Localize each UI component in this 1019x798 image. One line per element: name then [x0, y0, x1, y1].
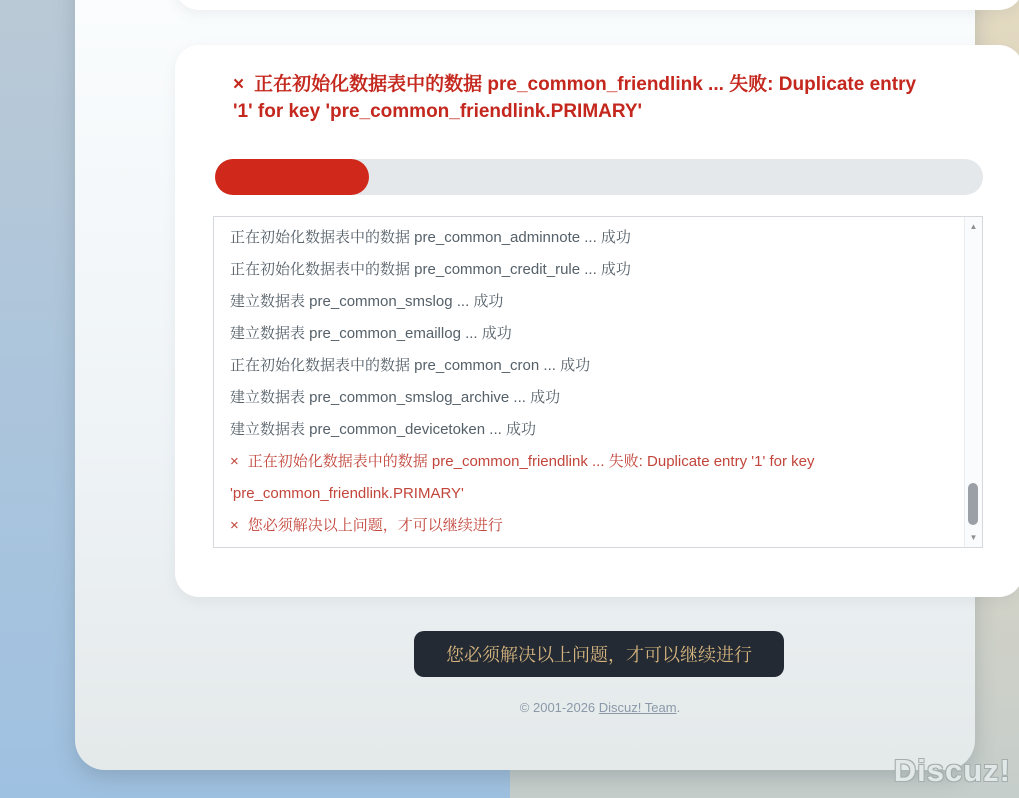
wizard-panel — [75, 0, 978, 770]
log-line: 正在初始化数据表中的数据 pre_common_credit_rule ... 成功 — [230, 261, 631, 278]
error-cross-icon: × — [230, 453, 239, 470]
install-log-content — [214, 217, 965, 547]
discuz-team-link[interactable]: Discuz! Team — [598, 700, 677, 715]
error-heading-text: 正在初始化数据表中的数据 pre_common_friendlink ... 失败: Duplicate entry '1' for key 'pre_common_friendlink.PRIMARY' — [233, 74, 917, 122]
log-line-error-text: 正在初始化数据表中的数据 pre_common_friendlink ... 失败: Duplicate entry '1' for key 'pre_common_friendlink.PRIMARY' — [230, 453, 815, 502]
footer-copyright — [150, 700, 1019, 715]
scrollbar-down-icon[interactable]: ▼ — [969, 533, 978, 542]
copyright-text: © 2001-2026 — [519, 700, 599, 715]
log-line: 建立数据表 pre_common_emaillog ... 成功 — [230, 325, 512, 342]
progress-bar-fill — [215, 159, 369, 195]
log-scrollbar[interactable] — [964, 217, 982, 547]
log-line: 建立数据表 pre_common_smslog ... 成功 — [230, 293, 504, 310]
discuz-watermark-logo: Discuz! — [893, 753, 1011, 788]
progress-bar-track — [215, 159, 983, 195]
log-line: 正在初始化数据表中的数据 pre_common_cron ... 成功 — [230, 357, 591, 374]
log-line: 建立数据表 pre_common_devicetoken ... 成功 — [230, 421, 536, 438]
log-line-error-text: 您必须解决以上问题，才可以继续进行 — [247, 517, 503, 534]
error-cross-icon: × — [233, 74, 245, 95]
scrollbar-thumb[interactable] — [968, 483, 978, 525]
steps-card — [175, 0, 1019, 10]
log-line: 建立数据表 pre_common_smslog_archive ... 成功 — [230, 389, 561, 406]
log-line-error — [230, 446, 951, 510]
copyright-suffix: . — [676, 700, 681, 715]
install-log-box[interactable] — [213, 216, 983, 548]
error-heading — [233, 71, 923, 125]
blocked-continue-button[interactable]: 您必须解决以上问题，才可以继续进行 — [414, 631, 784, 677]
log-line-error — [230, 510, 951, 542]
scrollbar-up-icon[interactable]: ▲ — [969, 222, 978, 231]
install-progress-card — [175, 45, 1019, 597]
log-line: 正在初始化数据表中的数据 pre_common_adminnote ... 成功 — [230, 229, 631, 246]
error-cross-icon: × — [230, 517, 239, 534]
